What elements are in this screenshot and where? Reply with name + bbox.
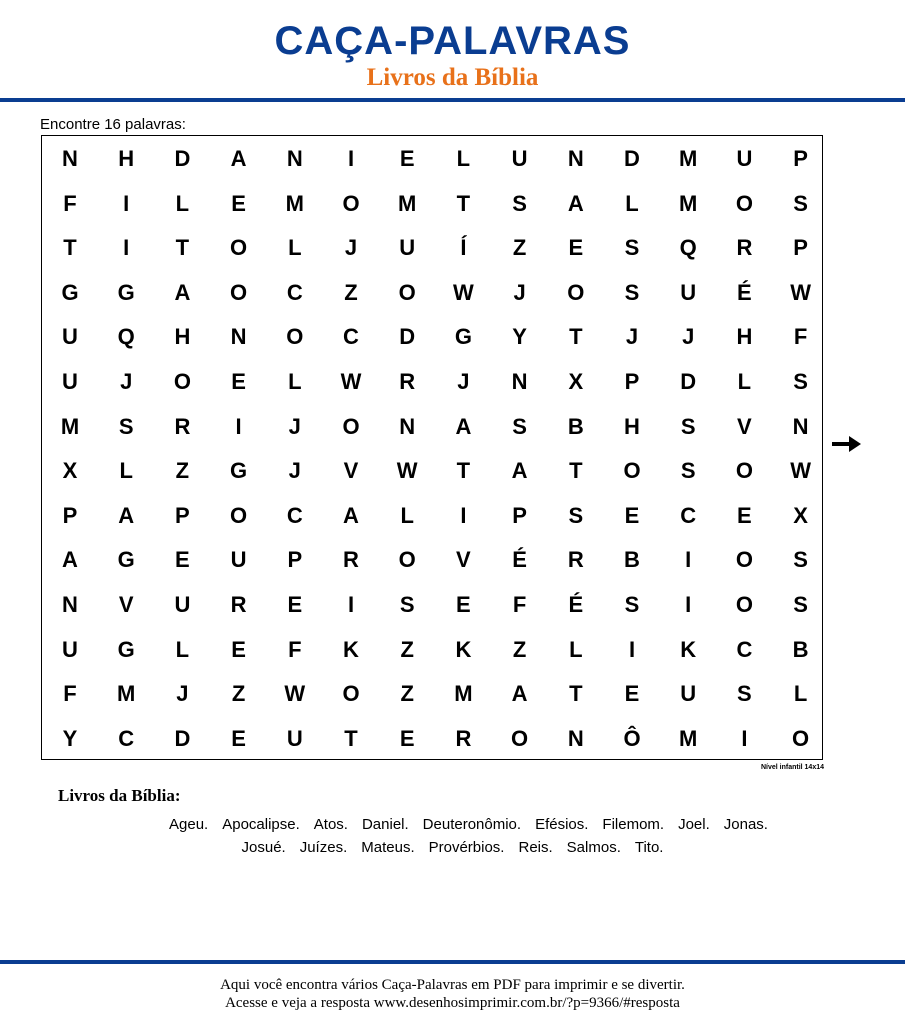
grid-letter: P [175, 502, 190, 528]
grid-letter: O [173, 369, 191, 394]
grid-letter: E [287, 592, 303, 617]
grid-letter: R [455, 725, 472, 751]
grid-letter: M [117, 681, 136, 707]
grid-letter: U [736, 146, 753, 171]
grid-letter: O [230, 279, 248, 305]
grid-letter: S [793, 190, 808, 216]
grid-letter: D [174, 725, 191, 751]
word-list-item: Jonas. [723, 816, 768, 833]
grid-letter: S [624, 235, 640, 261]
word-list-item: Josué. [241, 839, 286, 856]
grid-letter: J [288, 413, 301, 439]
grid-letter: L [288, 235, 302, 261]
grid-letter: C [680, 502, 697, 528]
grid-letter: V [118, 592, 134, 617]
grid-letter: E [231, 725, 246, 751]
grid-letter: N [62, 592, 78, 617]
grid-letter: A [118, 502, 135, 528]
grid-letter: J [457, 369, 470, 394]
grid-letter: E [231, 636, 246, 662]
grid-letter: D [680, 369, 697, 394]
grid-letter: O [342, 413, 360, 439]
grid-letter: A [455, 413, 472, 439]
grid-letter: B [567, 413, 584, 439]
grid-letter: T [175, 235, 190, 261]
grid-letter: L [737, 369, 752, 394]
grid-letter: Z [512, 636, 527, 662]
grid-letter: O [398, 547, 416, 573]
grid-letter: T [63, 235, 77, 261]
grid-letter: W [340, 369, 362, 394]
word-list-item: Reis. [518, 839, 553, 856]
grid-letter: Í [460, 235, 467, 261]
word-list-item: Salmos. [566, 839, 621, 856]
grid-letter: M [679, 725, 698, 751]
page-subtitle: Livros da Bíblia [366, 64, 539, 91]
grid-letter: X [568, 369, 584, 394]
word-list-item: Ageu. [169, 816, 209, 833]
grid-letter: I [123, 190, 130, 216]
page-title: CAÇA-PALAVRAS [274, 19, 631, 63]
grid-letter: E [568, 235, 584, 261]
word-list-item: Deuteronômio. [422, 816, 522, 833]
grid-letter: S [624, 279, 640, 305]
grid-letter: N [230, 324, 247, 350]
grid-letter: O [735, 458, 753, 484]
grid-letter: L [793, 681, 808, 707]
grid-letter: E [737, 502, 752, 528]
grid-letter: S [512, 190, 527, 216]
grid-letter: L [175, 636, 190, 662]
grid-letter: Ô [623, 725, 641, 751]
grid-letter: Q [679, 235, 697, 261]
grid-letter: X [62, 458, 78, 484]
right-arrow-icon [830, 434, 862, 454]
grid-letter: H [174, 324, 191, 350]
grid-letter: Z [400, 681, 414, 707]
grid-letter: G [454, 324, 472, 350]
grid-letter: N [792, 413, 809, 439]
grid-letter: P [793, 235, 808, 261]
grid-letter: C [286, 502, 303, 528]
grid-letter: U [680, 681, 697, 707]
word-search-grid [41, 135, 823, 760]
grid-letter: J [120, 369, 133, 394]
grid-letter: T [569, 458, 583, 484]
grid-letter: L [400, 502, 414, 528]
grid-letter: V [456, 547, 471, 573]
grid-letter: Q [117, 324, 135, 350]
grid-letter: S [680, 458, 696, 484]
grid-letter: S [399, 592, 415, 617]
grid-letter: P [793, 146, 808, 171]
grid-letter: J [513, 279, 526, 305]
grid-letter: D [174, 146, 191, 171]
word-list-heading: Livros da Bíblia: [58, 786, 181, 805]
grid-letter: O [735, 190, 753, 216]
grid-letter: F [63, 190, 77, 216]
grid-letter: A [511, 458, 528, 484]
grid-letter: S [737, 681, 752, 707]
grid-letter: R [399, 369, 416, 394]
grid-letter: R [230, 592, 247, 617]
grid-letter: N [286, 146, 303, 171]
grid-letter: I [347, 146, 355, 171]
grid-letter: U [511, 146, 528, 171]
grid-letter: G [117, 547, 135, 573]
grid-letter: L [288, 369, 302, 394]
grid-letter: L [175, 190, 190, 216]
grid-letter: A [567, 190, 584, 216]
grid-letter: W [396, 458, 418, 484]
grid-letter: O [398, 279, 416, 305]
grid-letter: P [624, 369, 640, 394]
grid-letter: L [625, 190, 639, 216]
grid-letter: I [741, 725, 748, 751]
grid-letter: T [569, 324, 583, 350]
grid-letter: E [399, 146, 415, 171]
grid-letter: S [512, 413, 527, 439]
grid-letter: I [685, 592, 692, 617]
grid-letter: T [569, 681, 583, 707]
grid-letter: O [342, 681, 360, 707]
word-list-item: Provérbios. [428, 839, 505, 856]
grid-letter: C [118, 725, 135, 751]
grid-letter: P [512, 502, 527, 528]
grid-letter: H [118, 146, 135, 171]
footer-line-1: Aqui você encontra vários Caça-Palavras em PDF para imprimir e se divertir. [220, 977, 685, 993]
grid-letter: A [62, 547, 78, 573]
grid-letter: S [793, 369, 808, 394]
grid-letter: I [628, 636, 636, 662]
grid-letter: O [735, 592, 753, 617]
grid-letter: Z [344, 279, 358, 305]
grid-letter: M [454, 681, 473, 707]
grid-letter: V [343, 458, 359, 484]
grid-letter: R [736, 235, 753, 261]
grid-letter: N [567, 725, 584, 751]
grid-letter: O [230, 235, 248, 261]
grid-letter: O [567, 279, 585, 305]
grid-letter: K [680, 636, 697, 662]
grid-letter: W [284, 681, 306, 707]
word-list-item: Filemom. [602, 816, 665, 833]
grid-letter: Z [400, 636, 414, 662]
grid-letter: U [62, 369, 78, 394]
grid-letter: L [119, 458, 133, 484]
word-list-item: Efésios. [535, 816, 589, 833]
grid-letter: L [456, 146, 471, 171]
grid-letter: M [679, 146, 698, 171]
word-list-item: Tito. [634, 839, 664, 856]
word-list-item: Joel. [678, 816, 710, 833]
grid-letter: U [62, 324, 78, 350]
footer-line-2: Acesse e veja a resposta www.desenhosimprimir.com.br/?p=9366/#resposta [225, 995, 680, 1011]
top-divider [0, 98, 905, 102]
grid-letter: O [735, 547, 753, 573]
grid-letter: E [175, 547, 190, 573]
grid-letter: E [231, 369, 246, 394]
grid-letter: W [790, 279, 811, 305]
grid-letter: F [793, 324, 808, 350]
grid-letter: A [174, 279, 191, 305]
grid-letter: S [793, 592, 808, 617]
grid-letter: E [231, 190, 246, 216]
grid-letter: A [230, 146, 247, 171]
grid-letter: N [399, 413, 416, 439]
grid-letter: U [399, 235, 416, 261]
word-list-row-1 [0, 816, 905, 834]
grid-letter: U [230, 547, 247, 573]
instruction-text: Encontre 16 palavras: [40, 116, 186, 133]
bottom-divider [0, 960, 905, 964]
grid-letter: J [625, 324, 639, 350]
grid-letter: É [568, 592, 584, 617]
grid-letter: Z [512, 235, 527, 261]
grid-letter: H [624, 413, 640, 439]
grid-letter: U [680, 279, 697, 305]
grid-letter: S [568, 502, 584, 528]
grid-letter: R [343, 547, 359, 573]
grid-letter: D [399, 324, 416, 350]
grid-letter: P [287, 547, 303, 573]
grid-letter: V [737, 413, 752, 439]
grid-letter: S [793, 547, 808, 573]
grid-letter: J [176, 681, 189, 707]
grid-letter: S [118, 413, 134, 439]
grid-letter: R [174, 413, 191, 439]
grid-letter: O [230, 502, 248, 528]
grid-letter: P [62, 502, 78, 528]
word-list-item: Juízes. [299, 839, 348, 856]
grid-letter: O [342, 190, 360, 216]
grid-letter: T [456, 458, 471, 484]
grid-letter: D [624, 146, 640, 171]
grid-letter: O [286, 324, 304, 350]
grid-letter: J [344, 235, 358, 261]
grid-letter: E [624, 681, 640, 707]
grid-letter: K [343, 636, 359, 662]
grid-letter: E [624, 502, 640, 528]
grid-letter: G [117, 279, 135, 305]
grid-letter: M [285, 190, 304, 216]
grid-letter: I [235, 413, 242, 439]
grid-letter: L [569, 636, 583, 662]
grid-letter: F [288, 636, 302, 662]
grid-letter: O [623, 458, 641, 484]
grid-letter: W [790, 458, 811, 484]
grid-letter: N [62, 146, 78, 171]
grid-letter: M [398, 190, 417, 216]
grid-letter: J [288, 458, 301, 484]
grid-letter: I [347, 592, 355, 617]
grid-letter: É [512, 547, 527, 573]
grid-letter: I [685, 547, 692, 573]
grid-letter: G [117, 636, 135, 662]
grid-letter: T [344, 725, 358, 751]
word-list-item: Apocalipse. [222, 816, 300, 833]
grid-letter: G [61, 279, 79, 305]
word-list-item: Mateus. [361, 839, 415, 856]
grid-letter: K [455, 636, 472, 662]
grid-letter: M [60, 413, 80, 439]
grid-letter: I [460, 502, 467, 528]
grid-letter: A [511, 681, 528, 707]
grid-letter: S [680, 413, 696, 439]
grid-letter: C [286, 279, 303, 305]
grid-letter: A [343, 502, 359, 528]
grid-letter: M [679, 190, 698, 216]
grid-letter: T [456, 190, 471, 216]
grid-letter: B [624, 547, 640, 573]
grid-letter: R [567, 547, 584, 573]
grid-letter: I [123, 235, 130, 261]
difficulty-label: Nível infantil 14x14 [760, 764, 824, 771]
grid-letter: É [737, 279, 752, 305]
grid-letter: F [512, 592, 527, 617]
grid-letter: Z [231, 681, 246, 707]
word-list-item: Atos. [313, 816, 348, 833]
grid-letter: B [792, 636, 809, 662]
grid-letter: C [736, 636, 753, 662]
grid-letter: O [792, 725, 810, 751]
grid-letter: U [62, 636, 78, 662]
grid-letter: G [230, 458, 248, 484]
grid-letter: H [736, 324, 753, 350]
grid-letter: S [624, 592, 640, 617]
grid-letter: U [174, 592, 191, 617]
word-list-item: Daniel. [361, 816, 409, 833]
grid-letter: J [682, 324, 695, 350]
grid-letter: Y [62, 725, 78, 751]
grid-letter: N [567, 146, 584, 171]
grid-letter: E [456, 592, 471, 617]
grid-letter: Y [512, 324, 527, 350]
grid-letter: C [343, 324, 359, 350]
grid-letter: E [399, 725, 415, 751]
grid-letter: U [286, 725, 303, 751]
word-list-row-2 [0, 839, 905, 857]
grid-letter: W [453, 279, 474, 305]
grid-letter: Z [175, 458, 190, 484]
grid-letter: X [793, 502, 808, 528]
grid-letter: N [511, 369, 528, 394]
grid-letter: F [63, 681, 77, 707]
grid-letter: O [511, 725, 529, 751]
